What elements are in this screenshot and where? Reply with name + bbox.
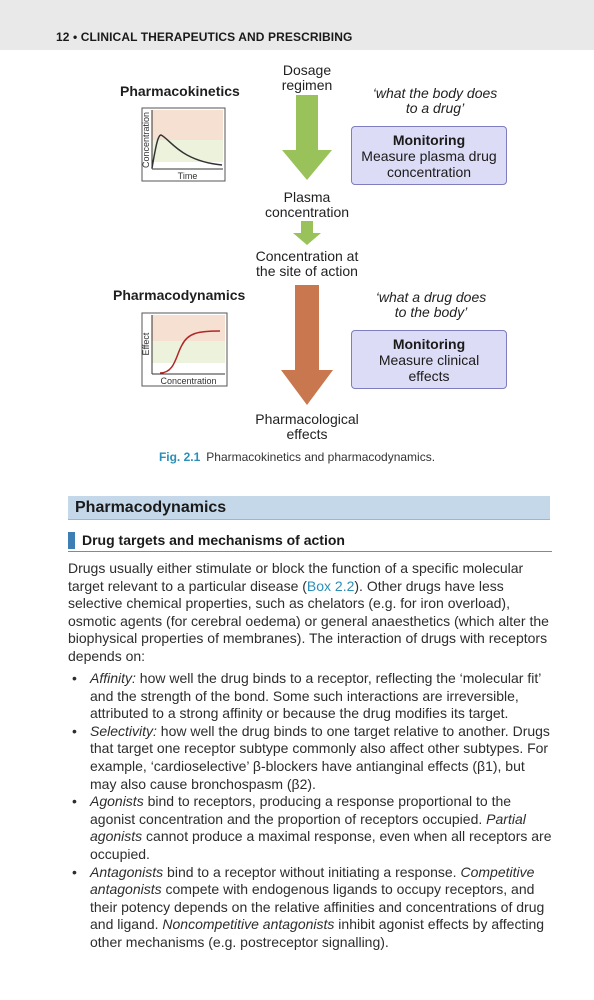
figure-caption <box>0 450 594 464</box>
arrow-site-to-effects <box>281 285 333 405</box>
intro-paragraph <box>68 560 552 666</box>
effects-line-2: effects <box>286 426 328 442</box>
bullet-text: how well the drug binds to a receptor, reflecting the ‘molecular fit’ and the strength of the bond. Some such interactions are irreversible, attributed to a strong affinity or because the drug modifies its target. <box>90 670 541 722</box>
monitoring-text-2b: effects <box>408 368 450 384</box>
section-title: Pharmacodynamics <box>75 499 227 516</box>
subsection-marker <box>68 532 75 549</box>
monitoring-text-1b: concentration <box>386 164 472 180</box>
pd-axis-x-label: Concentration <box>160 376 217 386</box>
monitoring-box-clinical <box>351 330 507 389</box>
site-line-1: Concentration at <box>255 248 359 264</box>
figure-number: Fig. 2.1 <box>158 450 201 464</box>
monitoring-title-2: Monitoring <box>392 336 466 352</box>
bullet-lead: Antagonists <box>90 863 164 880</box>
bullet-text: how well the drug binds to one target relative to another. Drugs that target one receptor subtype commonly also affect other subtypes. For example, ‘cardioselective’ β-blockers have antianginal effects (β1), but may also cause bronchospasm (β2). <box>90 722 550 792</box>
subsection-title: Drug targets and mechanisms of action <box>82 532 345 548</box>
pd-axis-y-text: Effect <box>141 332 151 356</box>
site-line-2: the site of action <box>256 263 358 279</box>
monitoring-text-2a: Measure clinical <box>378 352 480 368</box>
box-2-2-link[interactable]: Box 2.2 <box>306 577 355 594</box>
running-head-text: 12 • CLINICAL THERAPEUTICS AND PRESCRIBING <box>56 30 353 44</box>
bullet-lead-3: Noncompetitive antagonists <box>162 916 335 933</box>
pharmacological-effects-label <box>232 412 382 442</box>
pd-quote-line-2: to the body’ <box>394 304 468 320</box>
pk-axis-x-label: Time <box>177 171 198 181</box>
monitoring-box-plasma <box>351 126 507 185</box>
plasma-concentration-label <box>237 190 377 220</box>
figure-caption-text: Pharmacokinetics and pharmacodynamics. <box>206 450 436 464</box>
bullet-lead: Affinity: <box>90 670 136 686</box>
monitoring-title-1: Monitoring <box>392 132 466 148</box>
pk-axis-y-text: Concentration <box>141 111 151 168</box>
bullet-text-3: inhibit agonist effects by affecting other mechanisms (e.g. postreceptor signalling). <box>90 916 545 950</box>
bullet-text: bind to a receptor without initiating a response. <box>163 863 457 880</box>
bullet-lead-2: Partial agonists <box>90 810 526 845</box>
monitoring-text-1a: Measure plasma drug <box>361 148 497 164</box>
pharmacodynamics-figure-title: Pharmacodynamics <box>113 287 246 303</box>
pd-quote-line-1: ‘what a drug does <box>375 289 487 305</box>
bullet-lead-2: Competitive antagonists <box>90 863 535 898</box>
pk-quote-line-1: ‘what the body does <box>372 85 498 101</box>
dosage-line-1: Dosage <box>282 62 332 78</box>
bullet-list <box>68 670 552 952</box>
pk-quote-line-2: to a drug’ <box>405 100 465 116</box>
pk-quote <box>350 86 520 116</box>
pk-axis-y-label <box>140 113 152 169</box>
pharmacokinetics-title: Pharmacokinetics <box>120 83 240 99</box>
intro-text-2: ). Other drugs have less selective chemical properties, such as chelators (e.g. for iron overload), osmotic agents (for cerebral oedema) or general anaesthetics (which alter the biophysical properties of membranes). The interaction of drugs with receptors depends on: <box>68 577 549 664</box>
list-item: • Affinity: how well the drug binds to a receptor, reflecting the ‘molecular fit’ and the strength of the bond. Some such interactions are irreversible, attributed to a strong affinity or because the drug modifies its target. <box>72 670 541 722</box>
bullet-lead: Agonists <box>90 793 144 810</box>
bullet-lead: Selectivity: <box>90 722 157 739</box>
plasma-line-1: Plasma <box>283 189 331 205</box>
bullet-text-2: cannot produce a maximal response, even when all receptors are occupied. <box>90 828 552 862</box>
subsection-heading <box>68 530 552 552</box>
dosage-regimen-label <box>247 63 367 93</box>
bullet-text-2: compete with endogenous ligands to occupy receptors, and their potency depends on the relative affinities and concentrations of drug and ligand. <box>90 881 545 933</box>
site-of-action-label <box>227 249 387 279</box>
arrow-plasma-to-site <box>293 221 321 245</box>
dosage-line-2: regimen <box>281 77 333 93</box>
list-item: • Antagonists bind to a receptor without initiating a response. Competitive antagonists compete with endogenous ligands to occupy receptors, and their potency depends on the relative affinities and concentrations of drug and ligand. Noncompetitive antagonists inhibit agonist effects by affecting other mechanisms (e.g. postreceptor signalling). <box>72 863 545 950</box>
effects-line-1: Pharmacological <box>255 411 359 427</box>
list-item: • Selectivity: how well the drug binds to one target relative to another. Drugs that target one receptor subtype commonly also affect other subtypes. For example, ‘cardioselective’ β-blockers have antianginal effects (β1), but may also cause bronchospasm (β2). <box>72 722 550 792</box>
pd-quote <box>346 290 516 320</box>
arrow-dosage-to-plasma <box>282 95 332 180</box>
section-heading-bar <box>68 496 550 520</box>
list-item: • Agonists bind to receptors, producing a response proportional to the agonist concentration and the proportion of receptors occupied. Partial agonists cannot produce a maximal response, even when all receptors are occupied. <box>72 793 552 862</box>
intro-text-1: Drugs usually either stimulate or block the function of a specific molecular target relevant to a particular disease ( <box>68 560 524 594</box>
plasma-line-2: concentration <box>264 204 350 220</box>
pd-axis-y-label <box>140 317 152 373</box>
figure-2-1 <box>0 55 594 475</box>
running-head <box>0 0 594 50</box>
bullet-text: bind to receptors, producing a response proportional to the agonist concentration and the proportion of receptors occupied. <box>90 793 512 827</box>
